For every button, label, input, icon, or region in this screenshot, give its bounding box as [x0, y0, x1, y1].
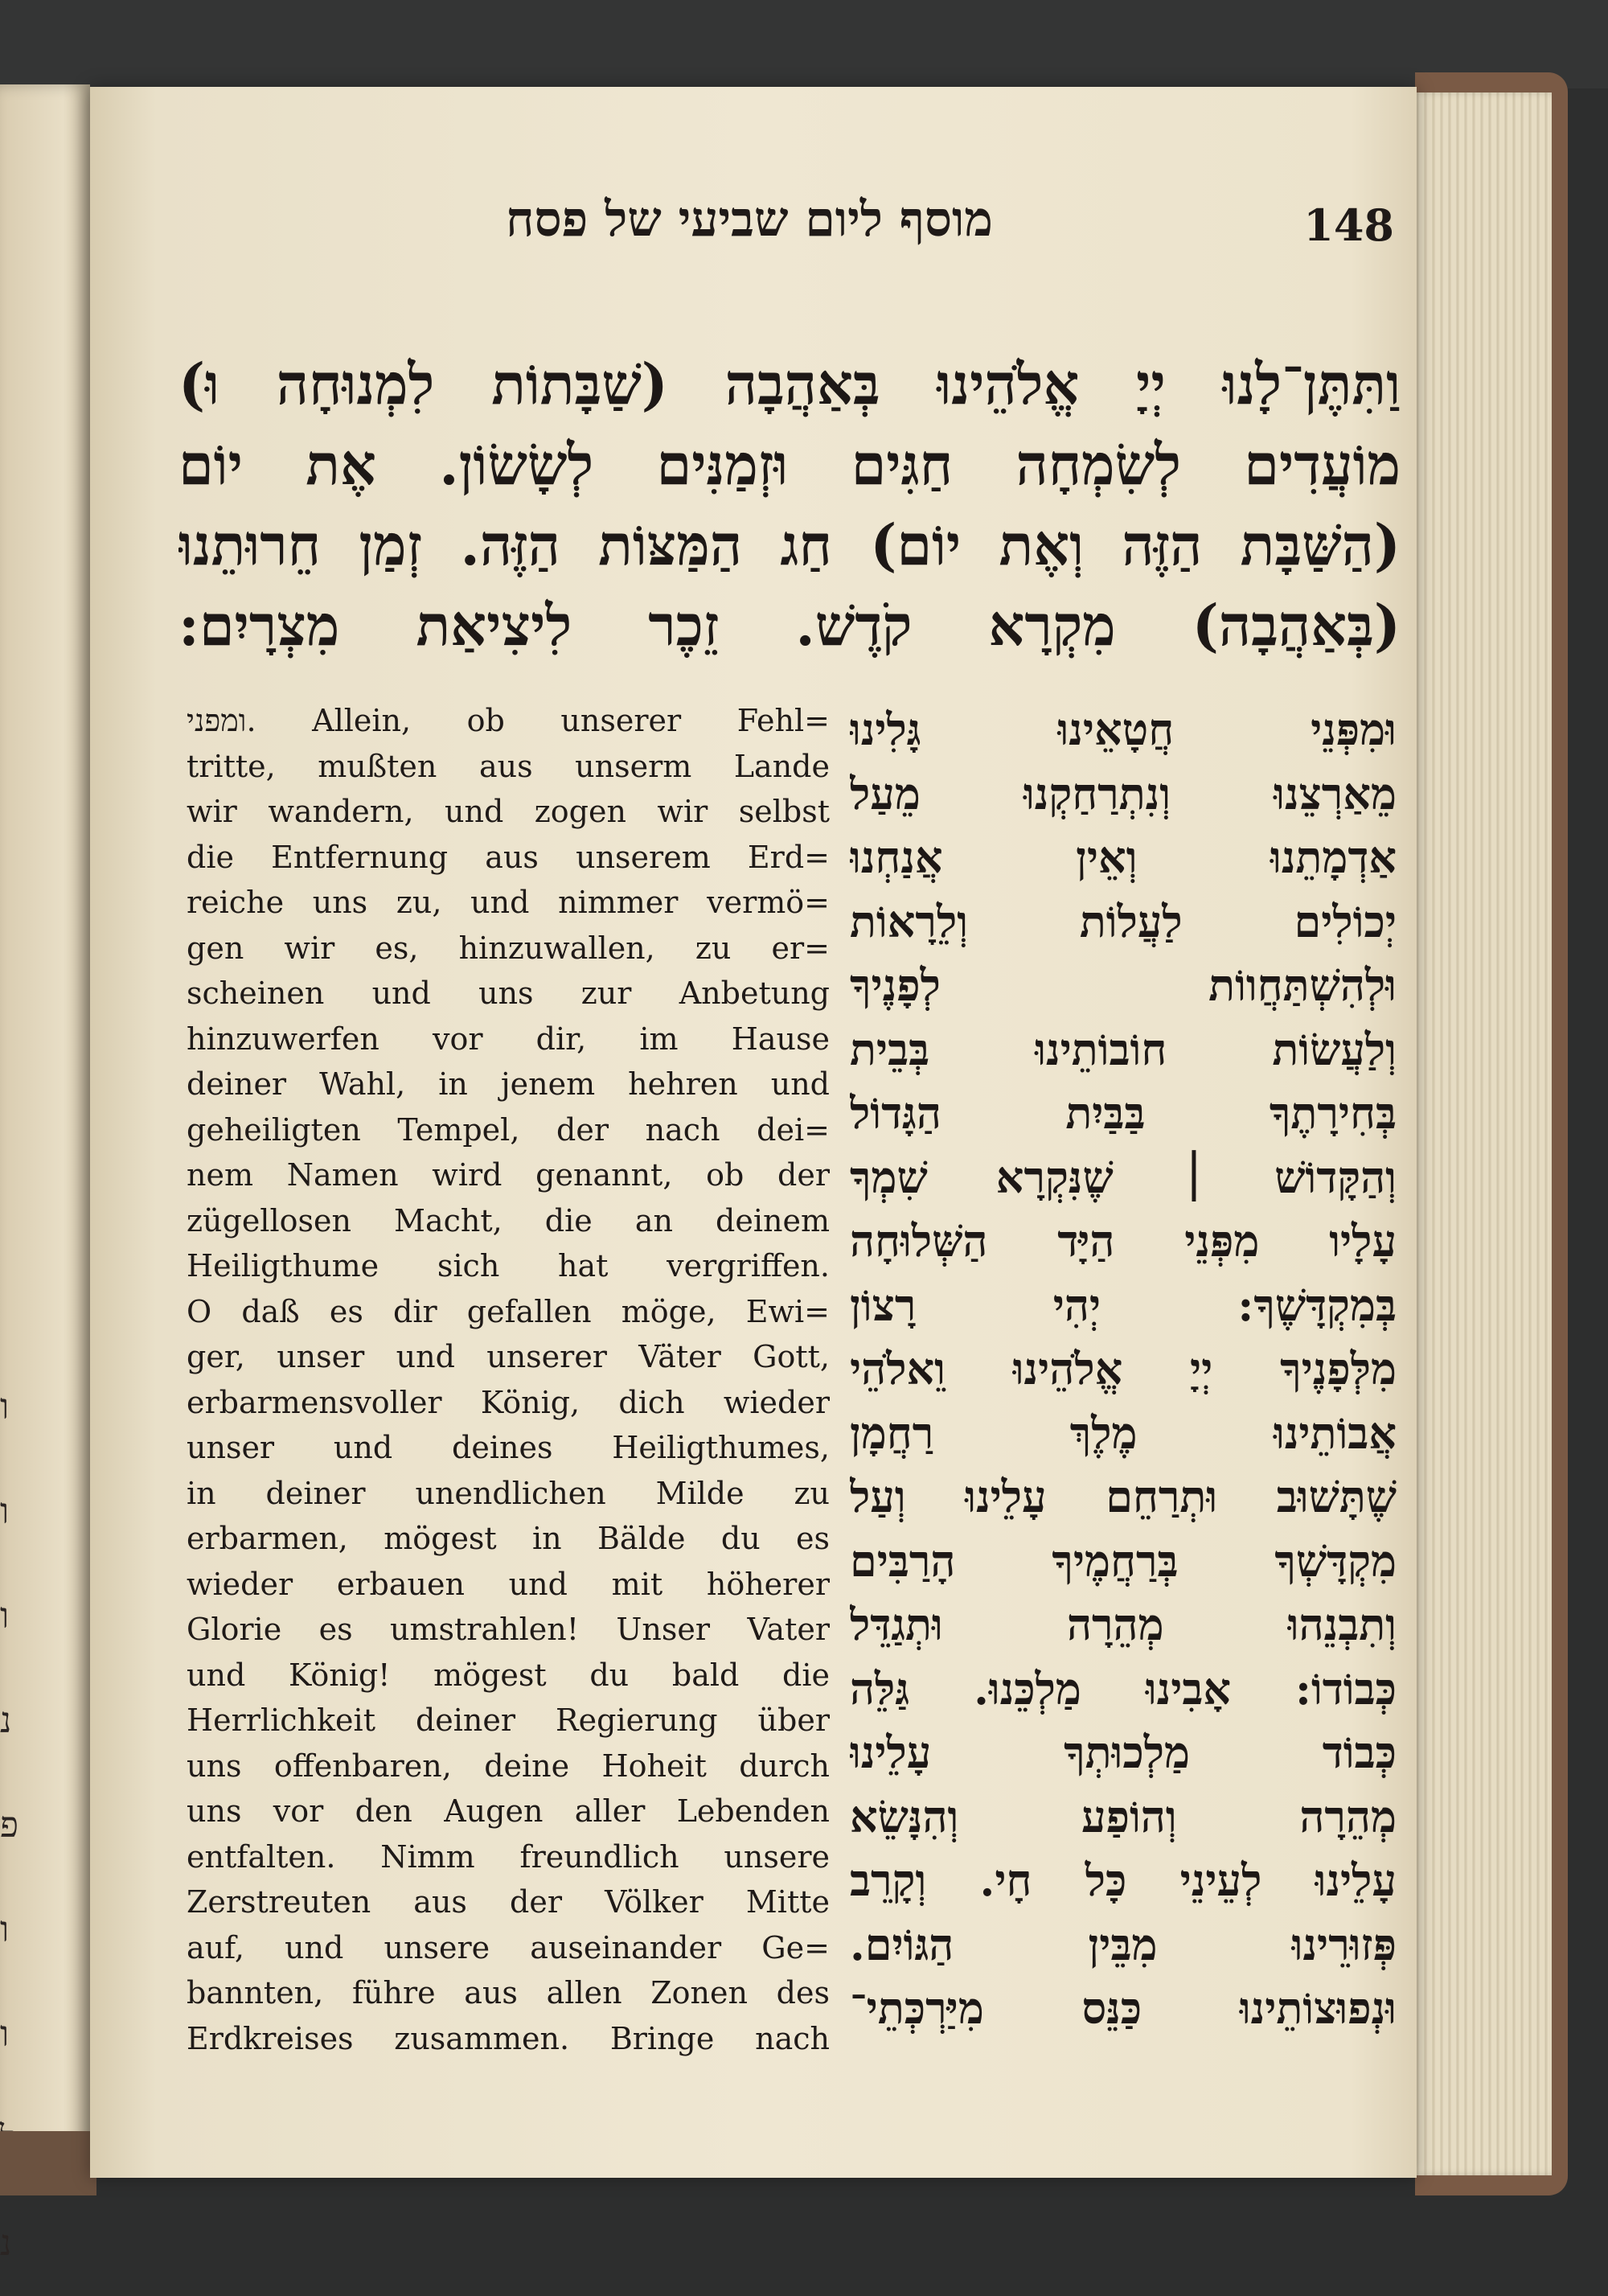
previous-page-glyph: ו	[0, 1596, 10, 1637]
hebrew-line: וְלַעֲשׂוֹת חוֹבוֹתֵינוּ בְּבֵית	[850, 1023, 1397, 1075]
hebrew-line: כְּבוֹד מַלְכוּתְךָ עָלֵינוּ	[850, 1727, 1397, 1778]
hebrew-prayer-block	[178, 344, 1401, 666]
german-line: Heiligthume sich hat vergriffen.	[187, 1248, 830, 1284]
german-line: Glorie es umstrahlen! Unser Vater	[187, 1612, 830, 1647]
german-line: wir wandern, und zogen wir selbst	[187, 794, 830, 829]
hebrew-top-line: (הַשַּׁבָּת הַזֶּה וְאֶת יוֹם) חַג הַמַּצּוֹת הַזֶּה. זְמַן חֵרוּתֵנוּ	[178, 511, 1401, 578]
german-line: Herrlichkeit deiner Regierung über	[187, 1702, 830, 1738]
german-line: erbarmen, mögest in Bälde du es	[187, 1521, 830, 1556]
german-line: O daß es dir gefallen möge, Ewi=	[187, 1293, 830, 1329]
hebrew-line: עָלֵינוּ לְעֵינֵי כָּל חָי. וְקָרֵב	[850, 1854, 1397, 1906]
german-line: wieder erbauen und mit höherer	[187, 1566, 830, 1602]
hebrew-line: אַדְמָתֵנוּ וְאֵין אֲנַחְנוּ	[850, 832, 1397, 883]
hebrew-line: מְהֵרָה וְהוֹפַע וְהִנָּשֵׂא	[850, 1790, 1397, 1842]
previous-page-glyph: ו	[0, 2014, 10, 2055]
german-line: tritte, mußten aus unserm Lande	[187, 748, 830, 784]
german-line: Zerstreuten aus der Völker Mitte	[187, 1884, 830, 1920]
hebrew-line: פְּזוּרֵינוּ מִבֵּין הַגּוֹיִם.	[850, 1918, 1397, 1970]
german-line: uns offenbaren, deine Hoheit durch	[187, 1748, 830, 1784]
german-line: hinzuwerfen vor dir, im Hause	[187, 1021, 830, 1057]
backdrop	[0, 0, 1608, 88]
german-line: uns vor den Augen aller Lebenden	[187, 1793, 830, 1829]
previous-page-glyph: ו	[0, 1909, 10, 1950]
german-line: in deiner unendlichen Milde zu	[187, 1475, 830, 1511]
previous-page-glyph: ו	[0, 1386, 10, 1427]
hebrew-line: וּלְהִשְׁתַּחֲווֹת לְפָנֶיךָ	[850, 959, 1397, 1011]
hebrew-line: וּנְפוּצוֹתֵינוּ כַּנֵּס מִיַּרְכְּתֵי־	[850, 1982, 1397, 2034]
hebrew-top-line: מוֹעֲדִים לְשִׂמְחָה חַגִּים וּזְמַנִּים לְשָׂשׂוֹן. אֶת יוֹם	[178, 431, 1401, 498]
hebrew-line: עָלָיו מִפְּנֵי הַיָּד הַשְּׁלוּחָה	[850, 1215, 1397, 1267]
previous-page-glyph: נ	[0, 2223, 12, 2264]
hebrew-line: מִלְּפָנֶיךָ יְיָ אֱלֹהֵינוּ וֵאלֹהֵי	[850, 1343, 1397, 1394]
german-line: bannten, führe aus allen Zonen des	[187, 1975, 830, 2011]
hebrew-line: שֶׁתָּשׁוּב וּתְרַחֵם עָלֵינוּ וְעַל	[850, 1471, 1397, 1522]
page-stack-edges	[1403, 92, 1552, 2175]
german-translation-column	[187, 698, 830, 2061]
hebrew-line: וּמִפְּנֵי חֲטָאֵינוּ גָּלִינוּ	[850, 704, 1397, 755]
hebrew-line: בְּמִקְדָּשֶׁךָ: יְהִי רָצוֹן	[850, 1279, 1397, 1331]
german-line: ger, unser und unserer Väter Gott,	[187, 1339, 830, 1374]
previous-page-glyph: פ	[0, 1805, 19, 1846]
hebrew-line: מִקְדָּשְׁךָ בְּרַחֲמֶיךָ הָרַבִּים	[850, 1534, 1397, 1587]
german-line: die Entfernung aus unserem Erd=	[187, 839, 830, 875]
hebrew-line: אֲבוֹתֵינוּ מֶלֶךְ רַחֲמָן	[850, 1407, 1397, 1459]
page-number: 148	[1303, 199, 1394, 251]
previous-page-glyph: נ	[0, 1700, 12, 1741]
german-line: scheinen und uns zur Anbetung	[187, 975, 830, 1011]
previous-page-glyphs	[0, 1355, 32, 2264]
hebrew-line: כְּבוֹדוֹ: אָבִינוּ מַלְכֵּנוּ. גַּלֵּה	[850, 1662, 1397, 1715]
hebrew-top-line: וַתִּתֶּן־לָנוּ יְיָ אֱלֹהֵינוּ בְּאַהֲבָה (שַׁבָּתוֹת לִמְנוּחָה וּ)	[178, 351, 1401, 417]
hebrew-top-line: (בְּאַהֲבָה) מִקְרָא קֹדֶשׁ. זֵכֶר לִיצִיאַת מִצְרָיִם:	[178, 592, 1401, 659]
previous-page-glyph: ו	[0, 1491, 10, 1532]
german-line: reiche uns zu, und nimmer vermö=	[187, 885, 830, 920]
running-head: מוסף ליום שביעי של פסח	[506, 191, 993, 248]
hebrew-prayer-column	[850, 698, 1397, 2041]
book-page	[90, 87, 1417, 2178]
german-line: zügellosen Macht, die an deinem	[187, 1202, 830, 1238]
german-line: gen wir es, hinzuwallen, zu er=	[187, 930, 830, 966]
german-line: und König! mögest du bald die	[187, 1657, 830, 1693]
hebrew-line: בְּחִירָתֶךָ בַּבַּיִת הַגָּדוֹל	[850, 1087, 1397, 1139]
german-line: auf, und unsere auseinander Ge=	[187, 1929, 830, 1965]
previous-page-sliver	[0, 84, 90, 2264]
hebrew-line: וְתִבְנֵהוּ מְהֵרָה וּתְגַדֵּל	[850, 1599, 1397, 1650]
german-line: unser und deines Heiligthumes,	[187, 1430, 830, 1465]
left-cover-corner	[0, 2131, 96, 2195]
german-line: nem Namen wird genannt, ob der	[187, 1157, 830, 1193]
german-line: deiner Wahl, in jenem hehren und	[187, 1066, 830, 1102]
german-line: Erdkreises zusammen. Bringe nach	[187, 2020, 830, 2056]
hebrew-line: יְכוֹלִים לַעֲלוֹת וְלֵרָאוֹת	[850, 895, 1397, 947]
german-line: geheiligten Tempel, der nach dei=	[187, 1111, 830, 1148]
german-line: erbarmensvoller König, dich wieder	[187, 1384, 830, 1420]
german-line: ומפני. Allein, ob unserer Fehl=	[187, 703, 830, 738]
hebrew-line: וְהַקָּדוֹשׁ ׀ שֶׁנִּקְרָא שִׁמְךָ	[850, 1151, 1397, 1203]
page-header	[90, 191, 1417, 280]
german-line: entfalten. Nimm freundlich unsere	[187, 1838, 830, 1875]
hebrew-line: מֵאַרְצֵנוּ וְנִתְרַחַקְנוּ מֵעַל	[850, 767, 1397, 819]
